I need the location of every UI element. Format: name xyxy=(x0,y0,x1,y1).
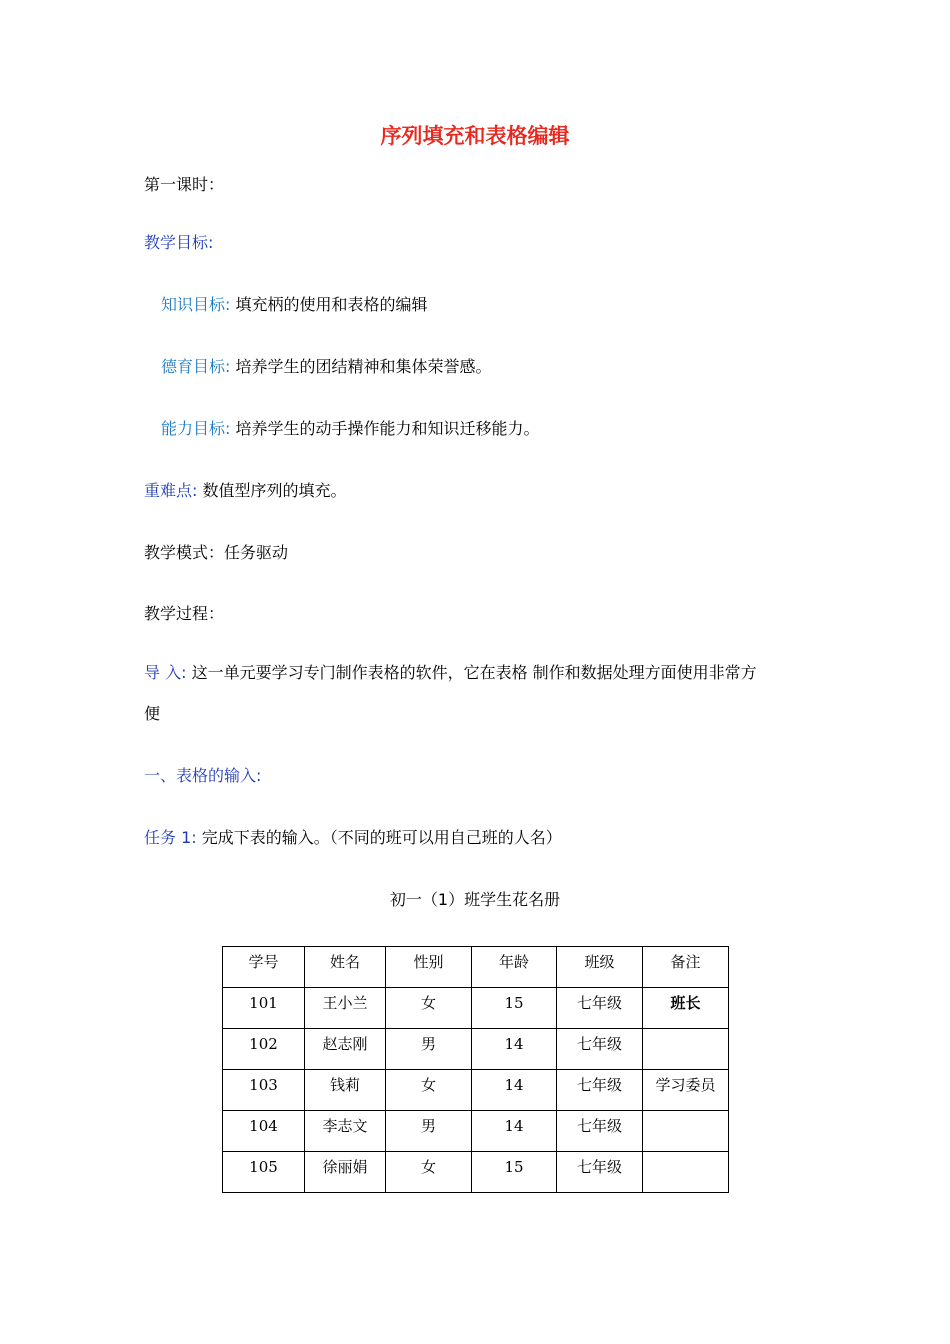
table-cell: 李志文 xyxy=(305,1111,386,1152)
header-cell: 姓名 xyxy=(305,947,386,988)
table-cell: 女 xyxy=(386,1152,472,1193)
goal-text: 培养学生的团结精神和集体荣誉感。 xyxy=(235,357,492,376)
table-cell: 七年级 xyxy=(557,1111,643,1152)
goal-ability xyxy=(161,418,540,440)
table-cell: 学习委员 xyxy=(643,1070,729,1111)
table-cell: 徐丽娟 xyxy=(305,1152,386,1193)
goal-label: 德育目标: xyxy=(161,357,231,376)
goal-text: 填充柄的使用和表格的编辑 xyxy=(235,295,428,314)
table-cell: 男 xyxy=(386,1029,472,1070)
table-cell: 王小兰 xyxy=(305,988,386,1029)
intro-line-2: 便 xyxy=(144,704,161,723)
table-cell: 赵志刚 xyxy=(305,1029,386,1070)
table-cell: 男 xyxy=(386,1111,472,1152)
task-label: 任务 1: xyxy=(144,828,197,847)
teaching-mode: 教学模式：任务驱动 xyxy=(144,543,289,562)
table-cell: 105 xyxy=(223,1152,305,1193)
teaching-process: 教学过程： xyxy=(144,604,225,623)
table-cell: 14 xyxy=(472,1070,557,1111)
header-cell: 备注 xyxy=(643,947,729,988)
key-point xyxy=(144,480,347,502)
table-row xyxy=(223,988,729,1029)
table-cell: 钱莉 xyxy=(305,1070,386,1111)
table-cell xyxy=(643,1029,729,1070)
task-1 xyxy=(144,827,562,849)
table-cell: 七年级 xyxy=(557,1152,643,1193)
goal-label: 能力目标: xyxy=(161,419,231,438)
header-cell: 年龄 xyxy=(472,947,557,988)
goal-label: 知识目标: xyxy=(161,295,231,314)
goal-text: 培养学生的动手操作能力和知识迁移能力。 xyxy=(235,419,540,438)
intro-label: 导 入: xyxy=(144,663,187,682)
table-cell: 班长 xyxy=(643,988,729,1029)
table-row xyxy=(223,1029,729,1070)
table-cell: 14 xyxy=(472,1029,557,1070)
student-roster-table xyxy=(222,946,729,1193)
table-row xyxy=(223,1111,729,1152)
table-cell: 101 xyxy=(223,988,305,1029)
goals-heading: 教学目标: xyxy=(144,233,214,252)
task-text: 完成下表的输入。（不同的班可以用自己班的人名） xyxy=(201,828,562,847)
table-caption: 初一（1）班学生花名册 xyxy=(389,890,561,909)
table-cell: 七年级 xyxy=(557,1029,643,1070)
table-cell xyxy=(643,1152,729,1193)
table-cell: 14 xyxy=(472,1111,557,1152)
header-cell: 性别 xyxy=(386,947,472,988)
goal-knowledge xyxy=(161,294,428,316)
table-cell: 103 xyxy=(223,1070,305,1111)
key-point-label: 重难点: xyxy=(144,481,198,500)
header-cell: 班级 xyxy=(557,947,643,988)
lesson-label: 第一课时： xyxy=(144,175,225,194)
table-cell: 女 xyxy=(386,1070,472,1111)
table-cell xyxy=(643,1111,729,1152)
intro-line-1 xyxy=(144,662,757,684)
table-cell: 15 xyxy=(472,988,557,1029)
table-header-row xyxy=(223,947,729,988)
table-row xyxy=(223,1070,729,1111)
goal-moral xyxy=(161,356,492,378)
table-cell: 104 xyxy=(223,1111,305,1152)
table-row xyxy=(223,1152,729,1193)
section-heading: 一、表格的输入: xyxy=(144,766,262,785)
table-cell: 七年级 xyxy=(557,1070,643,1111)
table-cell: 15 xyxy=(472,1152,557,1193)
table-cell: 七年级 xyxy=(557,988,643,1029)
page-title: 序列填充和表格编辑 xyxy=(380,124,570,148)
key-point-text: 数值型序列的填充。 xyxy=(202,481,347,500)
header-cell: 学号 xyxy=(223,947,305,988)
intro-text: 这一单元要学习专门制作表格的软件，它在表格 制作和数据处理方面使用非常方 xyxy=(191,663,757,682)
table-cell: 女 xyxy=(386,988,472,1029)
table-cell: 102 xyxy=(223,1029,305,1070)
